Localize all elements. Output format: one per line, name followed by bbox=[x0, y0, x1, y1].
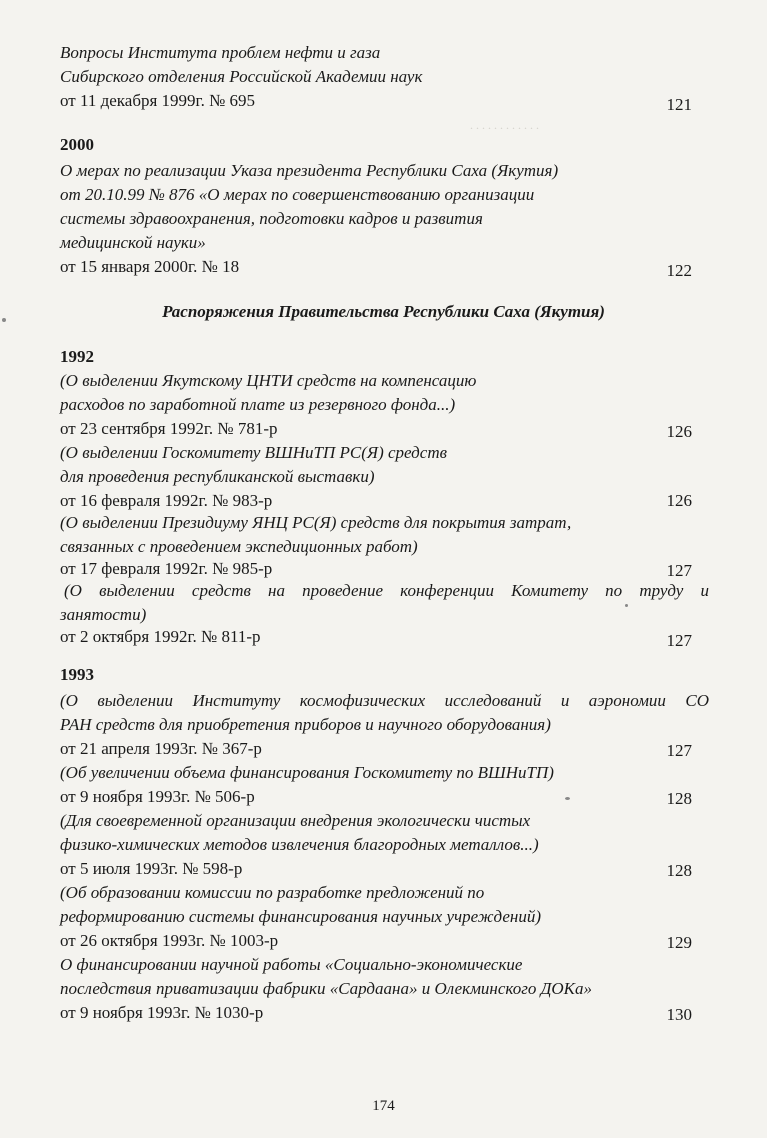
entry-page-number: 129 bbox=[666, 933, 692, 952]
entry-date-line: от 11 декабря 1999г. № 695 bbox=[60, 91, 256, 110]
entry-page-number: 130 bbox=[666, 1005, 692, 1024]
entry-title-line: (Об образовании комиссии по разработке предложений по bbox=[60, 883, 485, 902]
entry-title-line: реформированию системы финансирования научных учреждений) bbox=[60, 907, 541, 926]
entry-page-number: 126 bbox=[666, 491, 692, 510]
entry-page-number: 127 bbox=[666, 631, 692, 650]
entry-date-line: от 9 ноября 1993г. № 1030-р bbox=[60, 1003, 264, 1022]
entry-date-line: от 23 сентября 1992г. № 781-р bbox=[60, 419, 278, 438]
year-heading: 2000 bbox=[60, 135, 94, 154]
entry-title-line: (О выделении Институту космофизических исследований и аэрономии СО bbox=[60, 691, 709, 710]
entry-title-line: медицинской науки» bbox=[60, 233, 206, 252]
entry-title-line: (Для своевременной организации внедрения экологически чистых bbox=[60, 811, 531, 830]
entry-title-line: Вопросы Института проблем нефти и газа bbox=[60, 43, 381, 62]
entry-page-number: 127 bbox=[666, 561, 692, 580]
entry-title-line: Сибирского отделения Российской Академии наук bbox=[60, 67, 423, 86]
entry-title-line: (О выделении Госкомитету ВШНиТП РС(Я) средств bbox=[60, 443, 447, 462]
entry-title-line: физико-химических методов извлечения благородных металлов...) bbox=[60, 835, 539, 854]
entry-page-number: 127 bbox=[666, 741, 692, 760]
entry-date-line: от 26 октября 1993г. № 1003-р bbox=[60, 931, 279, 950]
year-heading: 1992 bbox=[60, 347, 94, 366]
entry-page-number: 128 bbox=[666, 861, 692, 880]
entry-title-line: системы здравоохранения, подготовки кадров и развития bbox=[60, 209, 483, 228]
entry-page-number: 122 bbox=[666, 261, 692, 280]
section-heading: Распоряжения Правительства Республики Саха (Якутия) bbox=[162, 302, 605, 321]
entry-title-line: (Об увеличении объема финансирования Госкомитету по ВШНиТП) bbox=[60, 763, 554, 782]
entry-title-line: РАН средств для приобретения приборов и научного оборудования) bbox=[60, 715, 551, 734]
entry-title-line: О финансировании научной работы «Социально-экономические bbox=[60, 955, 523, 974]
entry-title-line: занятости) bbox=[60, 605, 147, 624]
entry-date-line: от 21 апреля 1993г. № 367-р bbox=[60, 739, 262, 758]
entry-date-line: от 5 июля 1993г. № 598-р bbox=[60, 859, 243, 878]
entry-page-number: 121 bbox=[666, 95, 692, 114]
entry-title-line: для проведения республиканской выставки) bbox=[60, 467, 375, 486]
entry-date-line: от 15 января 2000г. № 18 bbox=[60, 257, 240, 276]
entry-title-line: от 20.10.99 № 876 «О мерах по совершенствованию организации bbox=[60, 185, 535, 204]
entry-title-line: (О выделении средств на проведение конференции Комитету по труду и bbox=[64, 581, 709, 600]
entry-page-number: 126 bbox=[666, 422, 692, 441]
entry-title-line: (О выделении Якутскому ЦНТИ средств на компенсацию bbox=[60, 371, 477, 390]
entry-date-line: от 2 октября 1992г. № 811-р bbox=[60, 627, 261, 646]
year-heading: 1993 bbox=[60, 665, 94, 684]
bleed-through-text: . . . . . . . . . . . . bbox=[470, 118, 539, 132]
entry-date-line: от 9 ноября 1993г. № 506-р bbox=[60, 787, 255, 806]
entry-date-line: от 17 февраля 1992г. № 985-р bbox=[60, 559, 273, 578]
entry-title-line: О мерах по реализации Указа президента Республики Саха (Якутия) bbox=[60, 161, 559, 180]
entry-title-line: (О выделении Президиуму ЯНЦ РС(Я) средств для покрытия затрат, bbox=[60, 513, 572, 532]
entry-title-line: последствия приватизации фабрики «Сардаана» и Олекминского ДОКа» bbox=[60, 979, 592, 998]
entry-title-line: связанных с проведением экспедиционных работ) bbox=[60, 537, 418, 556]
entry-title-line: расходов по заработной плате из резервного фонда...) bbox=[60, 395, 456, 414]
entry-date-line: от 16 февраля 1992г. № 983-р bbox=[60, 491, 273, 510]
page-number: 174 bbox=[372, 1098, 395, 1114]
entry-page-number: 128 bbox=[666, 789, 692, 808]
